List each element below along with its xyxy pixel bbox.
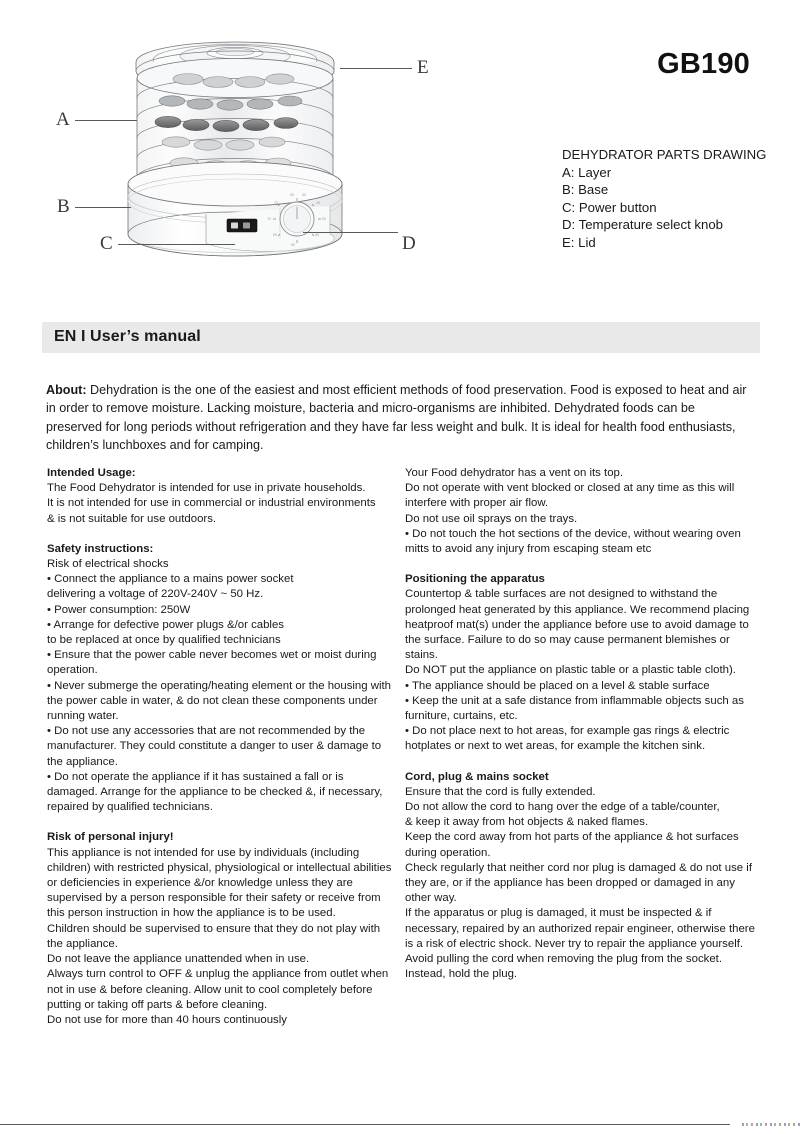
part-item-b: B: Base: [562, 182, 609, 198]
callout-letter-a: A: [56, 109, 70, 130]
block-personal-injury: [47, 830, 395, 1028]
svg-text:75: 75: [274, 201, 278, 205]
callout-letter-b: B: [57, 196, 70, 217]
parts-list-title: DEHYDRATOR PARTS DRAWING: [562, 147, 767, 162]
callout-letter-c: C: [100, 233, 113, 254]
about-paragraph: [46, 381, 754, 454]
body-safety-instructions: Risk of electrical shocks • Connect the appliance to a mains power socket delivering a voltage of 220V-240V ~ 50 Hz. • Power consumption: 250W • Arrange for defective power plugs &/or cables to be replaced at once by qualified technicians • Ensure that the power cable never becomes wet or moist during operation. • Never submerge the operating/heating element or the housing with the power cable in water, & do not clean these components under running water. • Do not use any accessories that are not recommended by the manufacturer. They could constitute a danger to user & damage to the appliance. • Do not operate the appliance if it has sustained a fall or is damaged. Arrange for the appliance to be checked &, if necessary, repaired by qualified technicians.: [47, 558, 392, 814]
block-cord-plug: [405, 770, 755, 983]
callout-leader-c: [118, 244, 235, 245]
svg-text:35: 35: [290, 193, 294, 197]
callout-leader-d: [303, 232, 398, 233]
product-illustration-block: [0, 0, 802, 300]
callout-letter-e: E: [417, 57, 429, 78]
svg-text:60: 60: [291, 243, 295, 247]
heading-cord-plug: Cord, plug & mains socket: [405, 770, 549, 783]
heading-intended-usage: Intended Usage:: [47, 467, 136, 479]
block-vent-notes: [405, 466, 755, 557]
about-body-text: Dehydration is the one of the easiest and most efficient methods of food preservation. Food is exposed to heat and air in order to remove moisture. Lacking moisture, bacteria and micro-organisms are inhibited. Dehydrated foods can be preserved for long periods without refrigeration and they have far less weight and bulk. It is ideal for health food enthusiasts, children’s lunchboxes and for camping.: [46, 383, 747, 452]
callout-leader-b: [75, 207, 131, 208]
page-bottom-rule: [0, 1124, 730, 1125]
heading-safety-instructions: Safety instructions:: [47, 542, 154, 555]
callout-letter-d: D: [402, 233, 416, 254]
block-intended-usage: [47, 466, 395, 527]
part-item-e: E: Lid: [562, 234, 596, 250]
body-vent-notes: Your Food dehydrator has a vent on its top. Do not operate with vent blocked or closed at any time as this will interfere with proper air flow. Do not use oil sprays on the trays. • Do not touch the hot sections of the device, without wearing oven mitts to avoid any injury from escaping steam etc: [405, 467, 741, 556]
manual-section-title: EN I User’s manual: [54, 328, 201, 345]
manual-section-band: [42, 322, 760, 353]
part-item-c: C: Power button: [562, 199, 657, 215]
left-text-column: [47, 466, 395, 1028]
svg-text:70: 70: [267, 217, 271, 221]
svg-text:40: 40: [302, 193, 306, 197]
callout-leader-a: [75, 120, 137, 121]
body-cord-plug: Ensure that the cord is fully extended. Do not allow the cord to hang over the edge of a table/counter, & keep it away from hot objects & naked flames. Keep the cord away from hot parts of the appliance & hot surfaces during operation. Check regularly that neither cord nor plug is damaged & do not use if they are, or if the appliance has been dropped or damaged in any other way. If the apparatus or plug is damaged, it must be inspected & if necessary, repaired by an authorized repair engineer, otherwise there is a risk of electric shock. Never try to repair the appliance yourself. Avoid pulling the cord when removing the plug from the socket. Instead, hold the plug.: [405, 785, 755, 981]
body-intended-usage: The Food Dehydrator is intended for use in private households. It is not intended for use in commercial or industrial environments & is not suitable for use outdoors.: [47, 482, 376, 525]
svg-text:45: 45: [316, 201, 320, 205]
right-text-column: [405, 466, 755, 983]
part-item-a: A: Layer: [562, 164, 612, 180]
body-positioning: Countertop & table surfaces are not designed to withstand the prolonged heat generated by this appliance. We recommend placing heatproof mat(s) under the appliance before use to avoid damage to the surface. Failure to do so may cause permanent blemishes or stains. Do NOT put the appliance on plastic table or a plastic table cloth). • The appliance should be placed on a level & stable surface • Keep the unit at a safe distance from inflammable objects such as furniture, curtains, etc. • Do not place next to hot areas, for example gas rings & electric hotplates or next to wet areas, for example the kitchen sink.: [405, 588, 750, 753]
callout-leader-e: [340, 68, 412, 69]
dehydrator-line-drawing: [110, 38, 360, 270]
svg-text:65: 65: [273, 233, 277, 237]
about-lead-label: About:: [46, 383, 87, 397]
model-number: GB190: [657, 48, 750, 80]
page-bottom-artifacts: [742, 1123, 800, 1126]
block-positioning: [405, 572, 755, 754]
svg-text:55: 55: [315, 233, 319, 237]
parts-list: [562, 146, 766, 252]
svg-text:50: 50: [322, 217, 326, 221]
body-personal-injury: This appliance is not intended for use by individuals (including children) with restricted physical, physiological or intellectual abilities or deficiencies in experience &/or knowledge unless they are supervised by a person responsible for their safety or receive from this person instruction in how the appliance is to be used. Children should be supervised to ensure that they do not play with the appliance. Do not leave the appliance unattended when in use. Always turn control to OFF & unplug the appliance from outlet when not in use & before cleaning. Allow unit to cool completely before putting or taking off parts & before cleaning. Do not use for more than 40 hours continuously: [47, 846, 392, 1026]
heading-positioning: Positioning the apparatus: [405, 573, 545, 586]
heading-personal-injury: Risk of personal injury!: [47, 831, 174, 844]
part-item-d: D: Temperature select knob: [562, 217, 724, 233]
block-safety-instructions: [47, 542, 395, 816]
